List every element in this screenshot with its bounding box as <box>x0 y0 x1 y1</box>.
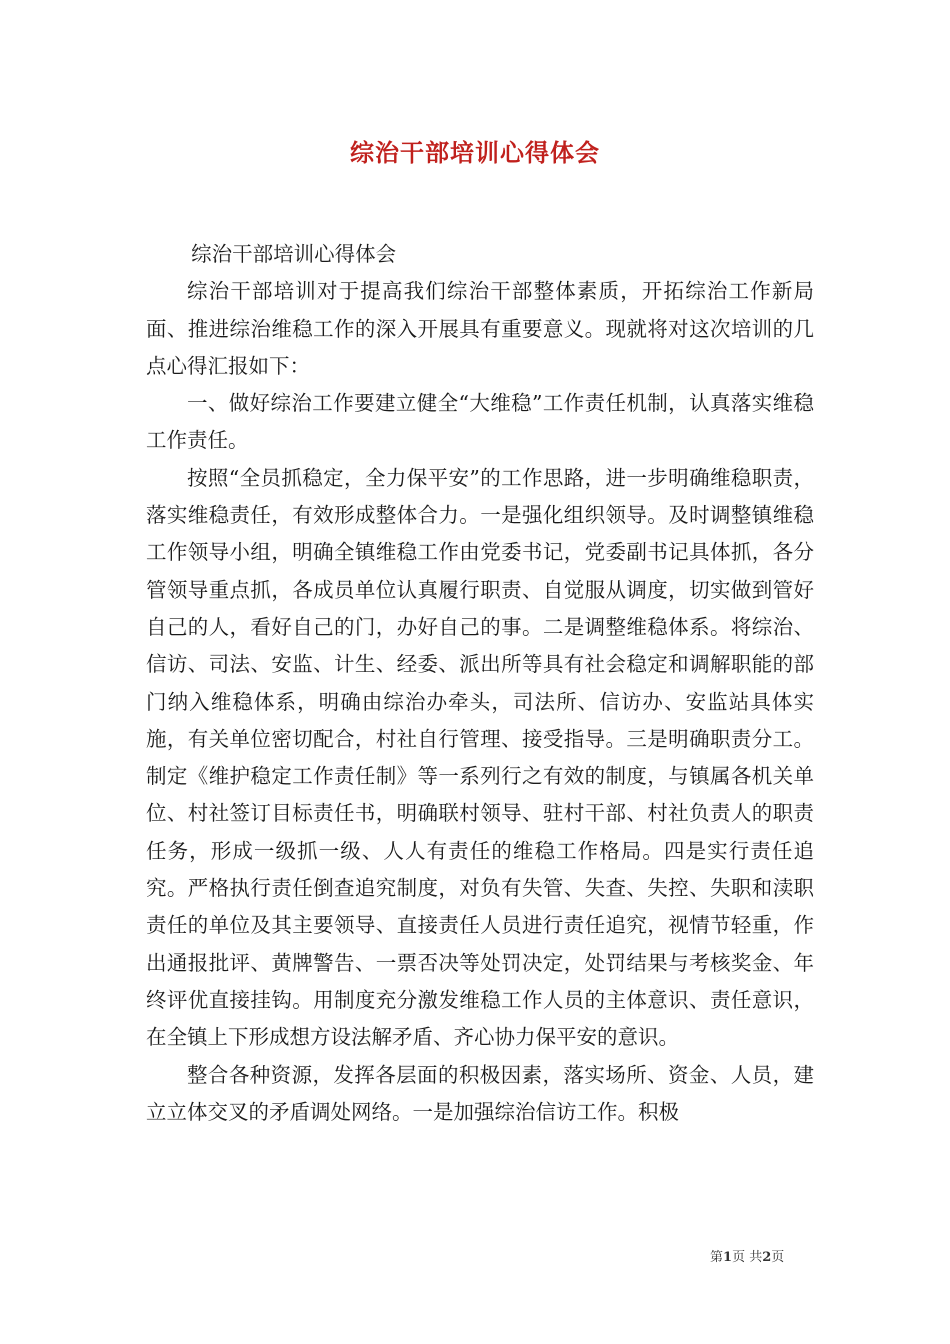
section-heading-1: 一、做好综治工作要建立健全“大维稳”工作责任机制，认真落实维稳工作责任。 <box>146 391 814 453</box>
body-paragraph-2: 整合各种资源，发挥各层面的积极因素，落实场所、资金、人员，建立立体交叉的矛盾调处网络。一是加强综治信访工作。积极 <box>146 1062 814 1124</box>
document-title: 综治干部培训心得体会 <box>350 138 600 167</box>
page-number-footer <box>710 1246 820 1265</box>
footer-prefix: 第 <box>710 1250 724 1265</box>
document-body <box>146 236 814 1131</box>
footer-suffix: 页 <box>771 1250 785 1265</box>
intro-paragraph: 综治干部培训对于提高我们综治干部整体素质，开拓综治工作新局面、推进综治维稳工作的深入开展具有重要意义。现就将对这次培训的几点心得汇报如下： <box>146 279 814 378</box>
current-page-number: 1 <box>723 1250 733 1265</box>
body-paragraph-1: 按照“全员抓稳定，全力保平安”的工作思路，进一步明确维稳职责，落实维稳责任，有效形成整体合力。一是强化组织领导。及时调整镇维稳工作领导小组，明确全镇维稳工作由党委书记，党委副书记具体抓，各分管领导重点抓，各成员单位认真履行职责、自觉服从调度，切实做到管好自己的人，看好自己的门，办好自己的事。二是调整维稳体系。将综治、信访、司法、安监、计生、经委、派出所等具有社会稳定和调解职能的部门纳入维稳体系，明确由综治办牵头，司法所、信访办、安监站具体实施，有关单位密切配合，村社自行管理、接受指导。三是明确职责分工。制定《维护稳定工作责任制》等一系列行之有效的制度，与镇属各机关单位、村社签订目标责任书，明确联村领导、驻村干部、村社负责人的职责任务，形成一级抓一级、人人有责任的维稳工作格局。四是实行责任追究。严格执行责任倒查追究制度，对负有失管、失查、失控、失职和渎职责任的单位及其主要领导、直接责任人员进行责任追究，视情节轻重，作出通报批评、黄牌警告、一票否决等处罚决定，处罚结果与考核奖金、年终评优直接挂钩。用制度充分激发维稳工作人员的主体意识、责任意识，在全镇上下形成想方设法解矛盾、齐心协力保平安的意识。 <box>146 465 814 1050</box>
footer-middle: 页 共 <box>732 1250 763 1265</box>
subtitle-paragraph: 综治干部培训心得体会 <box>191 242 397 266</box>
total-pages-number: 2 <box>762 1250 772 1265</box>
